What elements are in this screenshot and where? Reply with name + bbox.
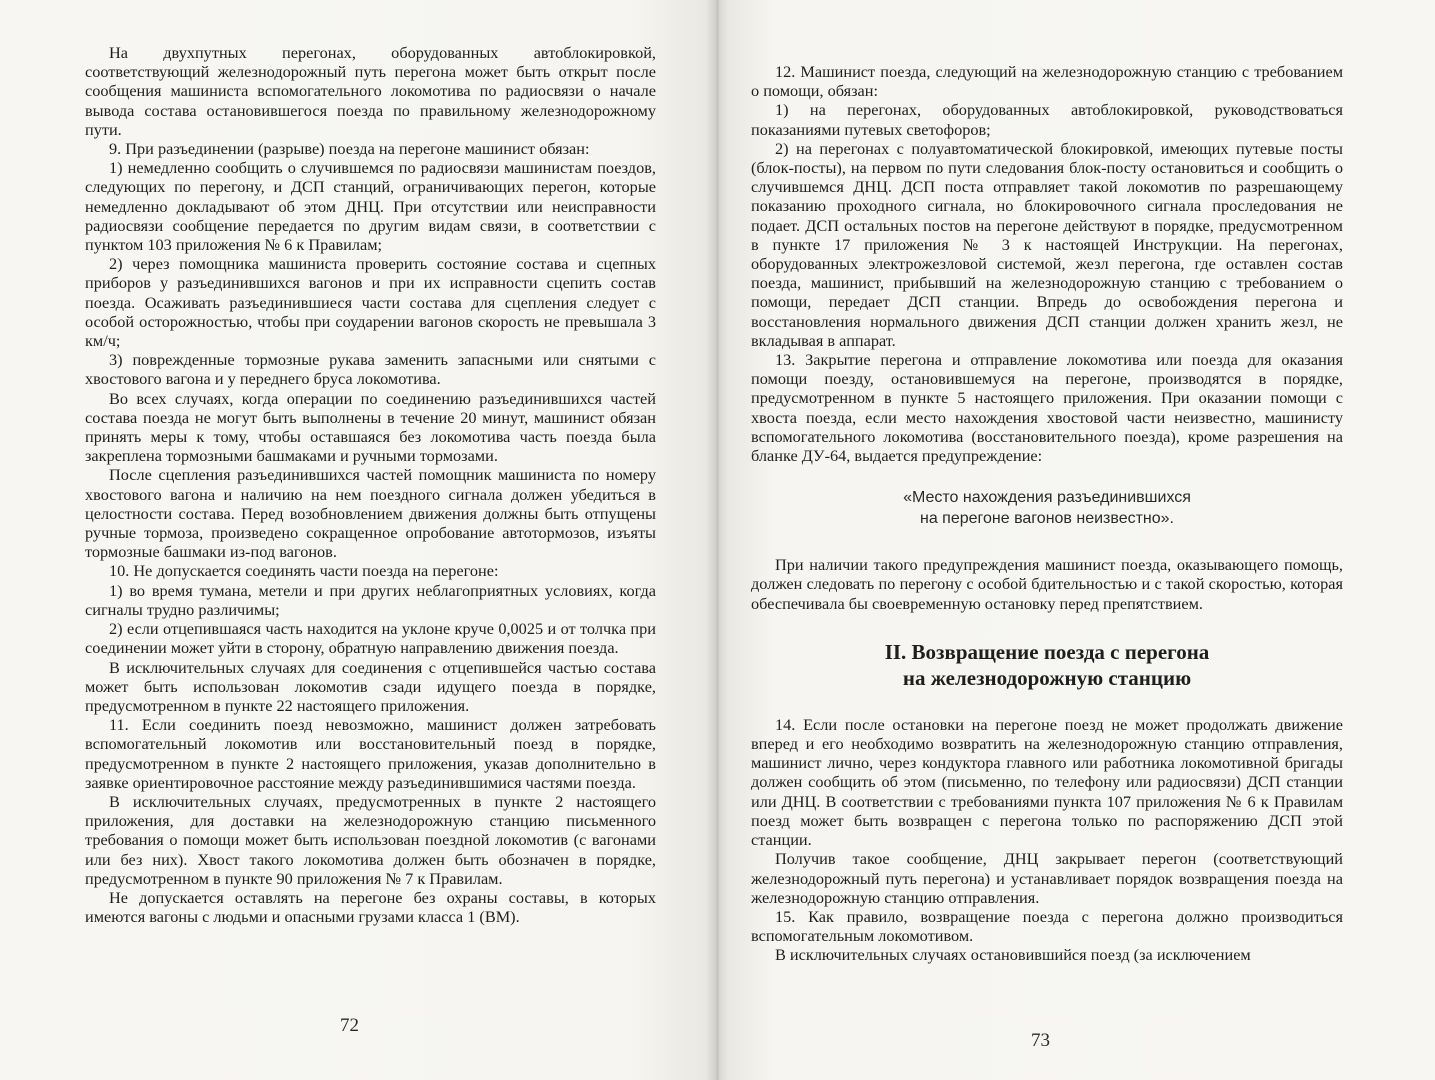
paragraph: 14. Если после остановки на перегоне поезд не может продолжать движение вперед и его необходимо возвратить на железнодорожную станцию отправления, машинист лично, через кондуктора главного или работника локомотивной бригады должен сообщить об этом (письменно, по телефону или радиосвязи) ДСП станции или ДНЦ. В соответствии с требованиями пункта 107 приложения № 6 к Правилам поезд может быть возвращен с перегона только по распоряжению ДСП этой станции. (751, 714, 1343, 850)
quote-line: «Место нахождения разъединившихся (903, 489, 1191, 507)
paragraph: 3) поврежденные тормозные рукава заменить запасными или снятыми с хвостового вагона и у переднего бруса локомотива. (85, 350, 656, 389)
paragraph: Во всех случаях, когда операции по соединению разъединившихся частей состава поезда не могут быть выполнены в течение 20 минут, машинист обязан принять меры к тому, чтобы оставшаяся без локомотива часть поезда была закреплена тормозными башмаками и ручными тормозами. (85, 388, 656, 466)
paragraph: 9. При разъединении (разрыве) поезда на перегоне машинист обязан: (109, 139, 590, 159)
page-number: 73 (1031, 1030, 1050, 1051)
paragraph: При наличии такого предупреждения машинист поезда, оказывающего помощь, должен следовать по перегону с особой бдительностью и с такой скоростью, которая обеспечивала бы своевременную остановку перед препятствием. (751, 555, 1343, 613)
right-page (716, 0, 1435, 1080)
paragraph: В исключительных случаях остановившийся поезд (за исключением (775, 945, 1251, 965)
right-page-text (751, 62, 1343, 965)
book-gutter (706, 0, 728, 1080)
paragraph: После сцепления разъединившихся частей помощник машиниста по номеру хвостового вагона и наличию на нем поездного сигнала должен убедиться в целостности состава. Перед возобновлением движения должны быть отпущены ручные тормоза, произведено сокращенное опробование автотормозов, изъяты тормозные башмаки из-под вагонов. (85, 465, 656, 562)
paragraph: 15. Как правило, возвращение поезда с перегона должно производиться вспомогательным локомотивом. (751, 906, 1343, 946)
paragraph: 1) во время тумана, метели и при других неблагоприятных условиях, когда сигналы трудно различимы; (85, 580, 656, 619)
paragraph: 11. Если соединить поезд невозможно, машинист должен затребовать вспомогательный локомотив или восстановительный поезд в порядке, предусмотренном в пункте 2 настоящего приложения, указав дополнительно в заявке ориентировочное расстояние между разъединившимися частями поезда. (85, 715, 656, 792)
warning-quote (751, 487, 1343, 529)
paragraph: 12. Машинист поезда, следующий на железнодорожную станцию с требованием о помощи, обязан: (751, 62, 1343, 101)
quote-line: на перегоне вагонов неизвестно». (919, 510, 1174, 528)
paragraph: 1) немедленно сообщить о случившемся по радиосвязи машинистам поездов, следующих по перегону, и ДСП станций, ограничивающих перегон, которые немедленно докладывают об этом ДНЦ. При отсутствии или неисправности радиосвязи сообщение передается по другим видам связи, в соответствии с пунктом 103 приложения № 6 к Правилам; (85, 158, 656, 255)
section-title-line: II. Возвращение поезда с перегона (884, 639, 1210, 664)
section-title-line: на железнодорожную станцию (902, 665, 1192, 690)
left-page (0, 0, 716, 1080)
page-number: 72 (340, 1015, 359, 1036)
paragraph: 10. Не допускается соединять части поезда на перегоне: (109, 561, 499, 581)
paragraph: Не допускается оставлять на перегоне без охраны составы, в которых имеются вагоны с людьми и опасными грузами класса 1 (ВМ). (85, 887, 656, 927)
left-page-text (85, 43, 656, 926)
paragraph: В исключительных случаях для соединения с отцепившейся частью состава может быть использован локомотив сзади идущего поезда в порядке, предусмотренном в пункте 22 настоящего приложения. (85, 657, 656, 715)
paragraph: 2) через помощника машиниста проверить состояние состава и сцепных приборов у разъединившихся вагонов и при их исправности сцепить состав поезда. Осаживать разъединившиеся части состава для сцепления следует с особой осторожностью, чтобы при соударении вагонов скорость не превышала 3 км/ч; (85, 254, 656, 351)
paragraph: Получив такое сообщение, ДНЦ закрывает перегон (соответствующий железнодорожный путь перегона) и устанавливает порядок возвращения поезда на железнодорожную станцию отправления. (751, 849, 1343, 907)
paragraph: На двухпутных перегонах, оборудованных автоблокировкой, соответствующий железнодорожный путь перегона может быть открыт после сообщения машиниста вспомогательного локомотива по радиосвязи о начале вывода состава остановившегося поезда по правильному железнодорожному пути. (85, 43, 656, 139)
paragraph: 2) на перегонах с полуавтоматической блокировкой, имеющих путевые посты (блок-посты), на первом по пути следования блок-посту остановиться и сообщить о случившемся ДНЦ. ДСП поста отправляет такой локомотив по разрешающему показанию проходного сигнала, но блокировочного сигнала проследования не подает. ДСП остальных постов на перегоне действуют в порядке, предусмотренном в пункте 17 приложения № 3 к настоящей Инструкции. На перегонах, оборудованных электрожезловой системой, жезл перегона, где оставлен состав поезда, машинист, прибывший на железнодорожную станцию с требованием о помощи, передает ДСП станции. Впредь до освобождения перегона и восстановления нормального движения ДСП станции должен хранить жезл, не вкладывая в аппарат. (751, 138, 1343, 350)
paragraph: 2) если отцепившаяся часть находится на уклоне круче 0,0025 и от толчка при соединении может уйти в сторону, обратную направлению движения поезда. (85, 619, 656, 658)
paragraph: В исключительных случаях, предусмотренных в пункте 2 настоящего приложения, для доставки на железнодорожную станцию письменного требования о помощи может быть использован поездной локомотив (с вагонами или без них). Хвост такого локомотива должен быть обозначен в порядке, предусмотренном в пункте 90 приложения № 7 к Правилам. (85, 791, 656, 888)
paragraph: 1) на перегонах, оборудованных автоблокировкой, руководствоваться показаниями путевых светофоров; (751, 100, 1343, 139)
paragraph: 13. Закрытие перегона и отправление локомотива или поезда для оказания помощи поезду, остановившемуся на перегоне, производятся в порядке, предусмотренном в пункте 5 настоящего приложения. При оказании помощи с хвоста поезда, если место нахождения хвостовой части неизвестно, машинисту вспомогательного локомотива (восстановительного поезда), кроме разрешения на бланке ДУ-64, выдается предупреждение: (751, 350, 1343, 466)
section-title (751, 639, 1343, 691)
